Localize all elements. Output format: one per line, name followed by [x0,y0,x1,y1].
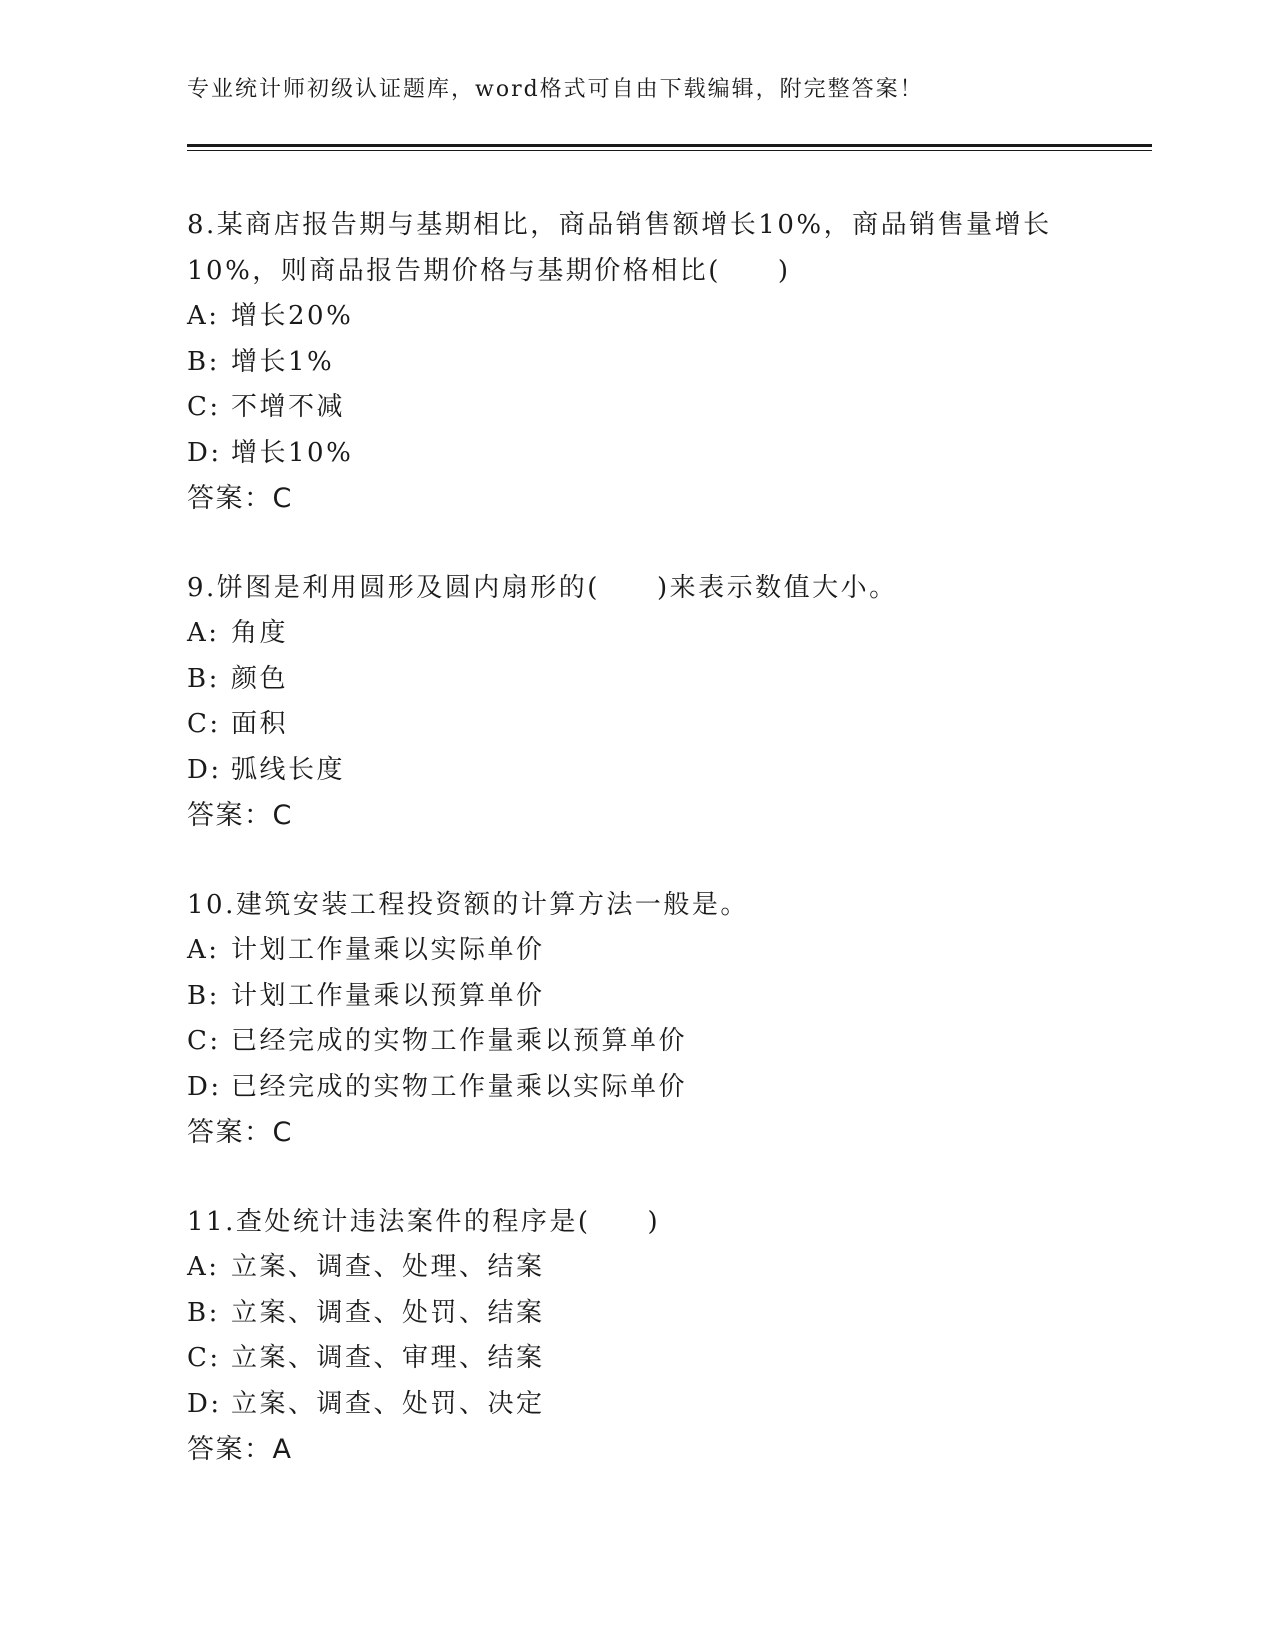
option-a [187,1245,1087,1291]
option-a [187,611,1087,657]
option-text: 增长1% [231,346,335,377]
option-text: 立案、调查、审理、结案 [231,1343,545,1373]
option-letter: C: [187,1026,221,1056]
answer-label: 答案：C [187,800,293,831]
option-letter: D: [187,1071,222,1102]
option-d [187,1065,1087,1111]
option-text: 计划工作量乘以实际单价 [231,935,545,965]
question-text: 10%，则商品报告期价格与基期价格相比( ) [187,255,791,286]
option-text: 已经完成的实物工作量乘以实际单价 [231,1071,688,1102]
option-letter: C: [187,1343,221,1373]
question-list [187,203,1087,1517]
option-text: 面积 [231,709,289,739]
answer-label: 答案：C [187,1117,293,1148]
option-letter: D: [187,437,222,468]
header-rule-thick [187,144,1152,147]
option-letter: A: [187,618,220,648]
option-b [187,1291,1087,1337]
option-text: 增长20% [231,301,354,331]
header-rule-thin [187,150,1152,151]
question-text: 9.饼图是利用圆形及圆内扇形的( )来表示数值大小。 [187,572,898,603]
question-text: 8.某商店报告期与基期相比，商品销售额增长10%，商品销售量增长 [187,210,1052,240]
option-b [187,657,1087,703]
option-letter: A: [187,301,220,331]
option-c [187,1336,1087,1382]
option-d [187,748,1087,794]
answer-label: 答案：C [187,483,293,514]
option-letter: A: [187,1252,220,1282]
option-letter: D: [187,754,222,785]
option-letter: C: [187,392,221,422]
option-letter: B: [187,346,220,377]
option-letter: B: [187,1297,220,1328]
option-text: 不增不减 [231,392,346,422]
option-d [187,1382,1087,1428]
option-text: 颜色 [231,663,289,694]
option-b [187,974,1087,1020]
question-11 [187,1200,1087,1473]
option-text: 已经完成的实物工作量乘以预算单价 [231,1026,688,1056]
option-a [187,928,1087,974]
answer-label: 答案：A [187,1434,293,1465]
option-c [187,702,1087,748]
option-c [187,385,1087,431]
option-text: 角度 [231,618,289,648]
option-d [187,431,1087,477]
option-letter: D: [187,1388,222,1419]
option-letter: B: [187,663,220,694]
option-text: 计划工作量乘以预算单价 [231,980,545,1011]
question-text: 10.建筑安装工程投资额的计算方法一般是。 [187,889,749,920]
option-c [187,1019,1087,1065]
option-letter: B: [187,980,220,1011]
option-text: 立案、调查、处理、结案 [231,1252,545,1282]
option-letter: A: [187,935,220,965]
option-b [187,340,1087,386]
question-10 [187,883,1087,1156]
option-letter: C: [187,709,221,739]
question-text: 11.查处统计违法案件的程序是( ) [187,1206,661,1237]
question-9 [187,566,1087,839]
option-text: 立案、调查、处罚、决定 [231,1388,545,1419]
option-text: 立案、调查、处罚、结案 [231,1297,545,1328]
option-text: 增长10% [231,437,354,468]
option-a [187,294,1087,340]
page-header: 专业统计师初级认证题库，word格式可自由下载编辑，附完整答案！ [187,77,924,102]
option-text: 弧线长度 [231,754,346,785]
question-8 [187,203,1087,522]
